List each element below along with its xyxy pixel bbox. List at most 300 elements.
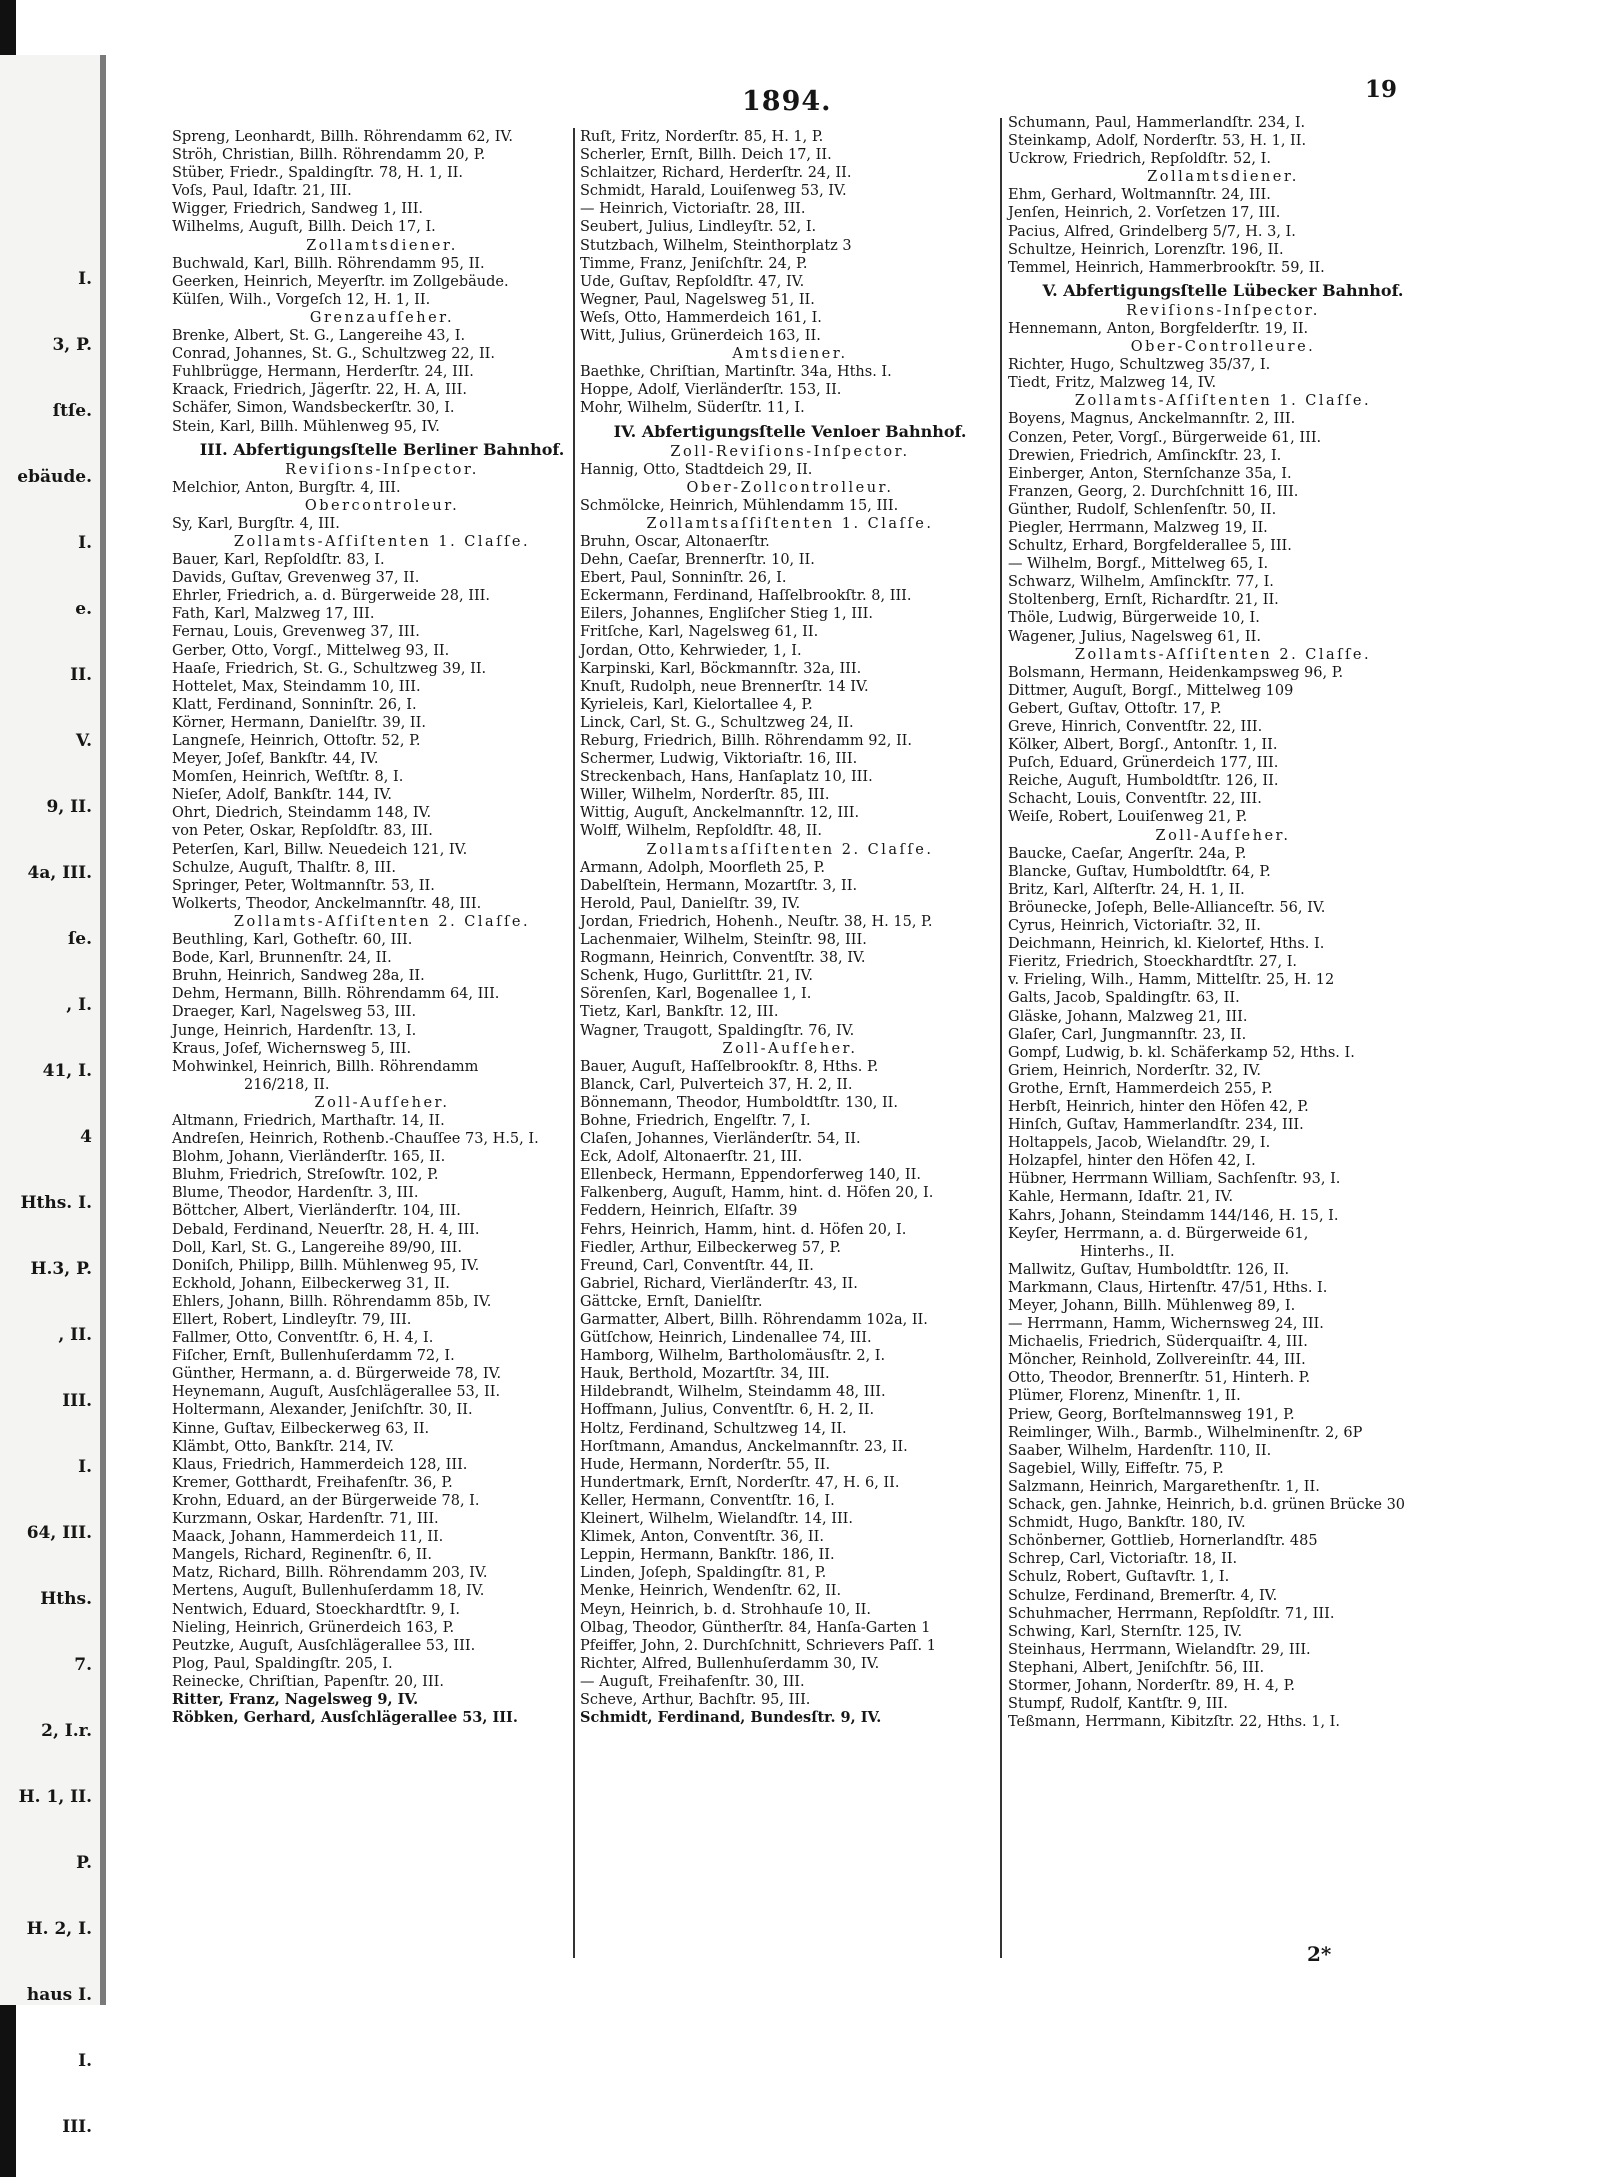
directory-entry: Böttcher, Albert, Vierländerſtr. 104, III. — [172, 1203, 461, 1220]
directory-entry: Pacius, Alfred, Grindelberg 5/7, H. 3, I. — [1008, 223, 1296, 240]
directory-entry: Junge, Heinrich, Hardenſtr. 13, I. — [172, 1022, 417, 1039]
directory-entry: Weiſe, Robert, Louiſenweg 21, P. — [1008, 809, 1248, 826]
directory-entry: Lachenmaier, Wilhelm, Steinſtr. 98, III. — [580, 932, 867, 949]
directory-entry: — Auguſt, Freihafenſtr. 30, III. — [580, 1673, 805, 1690]
directory-entry: Holtermann, Alexander, Jeniſchſtr. 30, II. — [172, 1402, 473, 1419]
rank-heading: Zoll-Reviſions-Inſpector. — [670, 443, 910, 460]
directory-entry: Bluhm, Friedrich, Streſowſtr. 102, P. — [172, 1167, 439, 1184]
directory-entry: Bruhn, Oscar, Altonaerſtr. — [580, 533, 770, 550]
directory-entry: Gättcke, Ernſt, Danielſtr. — [580, 1293, 763, 1310]
rank-heading: Zoll-Aufſeher. — [1155, 827, 1291, 844]
directory-entry: Beuthling, Karl, Gotheſtr. 60, III. — [172, 932, 413, 949]
prev-page-fragment: III. — [62, 2117, 92, 2137]
directory-entry: Schrep, Carl, Victoriaſtr. 18, II. — [1008, 1551, 1238, 1568]
directory-entry: Jordan, Otto, Kehrwieder, 1, I. — [580, 642, 802, 659]
directory-entry: Bruhn, Heinrich, Sandweg 28a, II. — [172, 968, 425, 985]
directory-entry: Eckermann, Ferdinand, Haſſelbrookſtr. 8, III. — [580, 588, 912, 605]
directory-entry: Wegner, Paul, Nagelsweg 51, II. — [580, 291, 815, 308]
directory-entry: Schenk, Hugo, Gurlittſtr. 21, IV. — [580, 968, 814, 985]
directory-entry: Olbag, Theodor, Güntherſtr. 84, Hanſa-Garten 1 — [580, 1619, 931, 1636]
directory-entry: Hübner, Herrmann William, Sachſenſtr. 93, I. — [1008, 1171, 1341, 1188]
directory-entry: Mangels, Richard, Reginenſtr. 6, II. — [172, 1547, 433, 1564]
directory-entry: Günther, Rudolf, Schlenſenſtr. 50, II. — [1008, 501, 1277, 518]
directory-entry: Melchior, Anton, Burgſtr. 4, III. — [172, 479, 401, 496]
directory-entry: Knuſt, Rudolph, neue Brennerſtr. 14 IV. — [580, 678, 869, 695]
prev-page-fragment: I. — [78, 1457, 92, 1477]
directory-entry: Conzen, Peter, Vorgſ., Bürgerweide 61, III. — [1008, 429, 1322, 446]
prev-page-fragment: V. — [75, 731, 92, 751]
directory-entry: Schuhmacher, Herrmann, Repſoldſtr. 71, III. — [1008, 1605, 1335, 1622]
directory-entry: Meyer, Johann, Billh. Mühlenweg 89, I. — [1008, 1298, 1296, 1314]
directory-entry: Kinne, Guſtav, Eilbeckerweg 63, II. — [172, 1420, 430, 1437]
directory-entry: Külſen, Wilh., Vorgeſch 12, H. 1, II. — [172, 291, 431, 308]
directory-entry: Scheve, Arthur, Bachſtr. 95, III. — [580, 1691, 811, 1708]
directory-entry: Ebert, Paul, Sonninſtr. 26, I. — [580, 570, 787, 587]
prev-page-fragment: I. — [78, 533, 92, 553]
prev-page-fragment: e. — [75, 599, 92, 619]
directory-entry: Ohrt, Diedrich, Steindamm 148, IV. — [172, 805, 432, 822]
prev-page-fragment: , I. — [66, 995, 92, 1015]
directory-entry: Fehrs, Heinrich, Hamm, hint. d. Höfen 20, I. — [580, 1221, 907, 1238]
directory-entry: Stumpf, Rudolf, Kantſtr. 9, III. — [1008, 1696, 1228, 1713]
directory-entry: Bohne, Friedrich, Engelſtr. 7, I. — [580, 1112, 811, 1129]
directory-entry: Timme, Franz, Jeniſchſtr. 24, P. — [580, 255, 808, 272]
directory-entry: Schwarz, Wilhelm, Amſinckſtr. 77, I. — [1008, 574, 1274, 591]
prev-page-fragment: P. — [76, 1853, 92, 1873]
prev-page-fragment: ſtſe. — [52, 401, 92, 421]
directory-entry: Holtz, Ferdinand, Schultzweg 14, II. — [580, 1420, 847, 1437]
prev-page-fragment: 64, III. — [26, 1523, 92, 1543]
directory-entry: Meyer, Joſef, Bankſtr. 44, IV. — [172, 751, 379, 768]
directory-entry: Ritter, Franz, Nagelsweg 9, IV. — [172, 1690, 419, 1708]
directory-entry: Schacht, Louis, Conventſtr. 22, III. — [1008, 791, 1262, 808]
directory-entry: Hamborg, Wilhelm, Bartholomäusſtr. 2, I. — [580, 1348, 886, 1365]
directory-entry: Plümer, Florenz, Minenſtr. 1, II. — [1008, 1388, 1241, 1405]
directory-entry: Steinkamp, Adolf, Norderſtr. 53, H. 1, II. — [1008, 133, 1307, 150]
directory-entry: Schwing, Karl, Sternſtr. 125, IV. — [1008, 1623, 1243, 1640]
directory-entry: Leppin, Hermann, Bankſtr. 186, II. — [580, 1547, 835, 1564]
directory-entry: Freund, Carl, Conventſtr. 44, II. — [580, 1257, 814, 1274]
directory-entry: Puſch, Eduard, Grünerdeich 177, III. — [1008, 755, 1279, 772]
prev-page-fragment: 4a, III. — [27, 863, 92, 883]
prev-page-fragment: ebäude. — [17, 467, 92, 487]
directory-entry: Schmidt, Harald, Louiſenweg 53, IV. — [580, 183, 847, 200]
directory-entry: Schulze, Auguſt, Thalſtr. 8, III. — [172, 859, 396, 876]
page-year-header: 1894. — [742, 86, 832, 117]
directory-entry: Fath, Karl, Malzweg 17, III. — [172, 606, 375, 623]
directory-entry: Seubert, Julius, Lindleyſtr. 52, I. — [580, 219, 817, 236]
directory-column-middle — [580, 128, 1000, 1727]
directory-entry: Haaſe, Friedrich, St. G., Schultzweg 39, II. — [172, 660, 487, 677]
directory-entry: Armann, Adolph, Moorfleth 25, P. — [580, 859, 826, 876]
directory-entry: Holtappels, Jacob, Wielandſtr. 29, I. — [1008, 1135, 1271, 1152]
directory-entry: Voſs, Paul, Idaſtr. 21, III. — [172, 183, 352, 200]
rank-heading: Reviſions-Inſpector. — [285, 461, 479, 478]
directory-entry: Wigger, Friedrich, Sandweg 1, III. — [172, 201, 424, 218]
directory-entry: Hinſch, Guſtav, Hammerlandſtr. 234, III. — [1008, 1117, 1304, 1134]
directory-entry: Blume, Theodor, Hardenſtr. 3, III. — [172, 1185, 419, 1202]
directory-entry: Ehlers, Johann, Billh. Röhrendamm 85b, IV. — [172, 1293, 492, 1310]
directory-entry: Draeger, Karl, Nagelsweg 53, III. — [172, 1004, 417, 1021]
directory-entry: Teßmann, Herrmann, Kibitzſtr. 22, Hths. 1, I. — [1008, 1714, 1341, 1731]
rank-heading: Zollamts-Aſſiſtenten 1. Claſſe. — [233, 533, 531, 550]
directory-entry: Hoffmann, Julius, Conventſtr. 6, H. 2, II. — [580, 1402, 875, 1419]
directory-entry: Gebert, Guſtav, Ottoſtr. 17, P. — [1008, 700, 1222, 717]
directory-entry: Wolff, Wilhelm, Repſoldſtr. 48, II. — [580, 823, 823, 840]
prev-page-fragment: ſe. — [67, 929, 92, 949]
directory-entry: Reiche, Auguſt, Humboldtſtr. 126, II. — [1008, 773, 1279, 790]
prev-page-fragment: H. 2, I. — [26, 1919, 92, 1939]
prev-page-fragment: I. — [78, 269, 92, 289]
directory-entry: Dittmer, Auguſt, Borgſ., Mittelweg 109 — [1008, 682, 1294, 699]
rank-heading: Zollamts-Aſſiſtenten 1. Claſſe. — [1074, 393, 1372, 410]
directory-entry: Ströh, Christian, Billh. Röhrendamm 20, P. — [172, 147, 486, 164]
directory-entry: Geerken, Heinrich, Meyerſtr. im Zollgebäude. — [172, 273, 509, 290]
directory-entry: Springer, Peter, Woltmannſtr. 53, II. — [172, 877, 435, 894]
directory-entry: Krohn, Eduard, an der Bürgerweide 78, I. — [172, 1492, 480, 1509]
directory-entry: Thöle, Ludwig, Bürgerweide 10, I. — [1008, 610, 1260, 627]
rank-heading: Ober-Controlleure. — [1130, 339, 1316, 356]
directory-entry: Buchwald, Karl, Billh. Röhrendamm 95, II. — [172, 255, 485, 272]
directory-entry: Ude, Guſtav, Repſoldſtr. 47, IV. — [580, 273, 805, 290]
directory-entry: Fritſche, Karl, Nagelsweg 61, II. — [580, 624, 819, 641]
directory-entry: Meyn, Heinrich, b. d. Strohhauſe 10, II. — [580, 1601, 871, 1618]
directory-entry: Mertens, Auguſt, Bullenhuſerdamm 18, IV. — [172, 1583, 485, 1600]
directory-entry: Cyrus, Heinrich, Victoriaſtr. 32, II. — [1008, 918, 1261, 935]
directory-entry: Bröunecke, Joſeph, Belle-Allianceſtr. 56, IV. — [1008, 899, 1326, 916]
directory-entry: Möncher, Reinhold, Zollvereinſtr. 44, III. — [1008, 1352, 1306, 1369]
directory-entry: Mallwitz, Guſtav, Humboldtſtr. 126, II. — [1008, 1261, 1290, 1278]
directory-entry: Fuhlbrügge, Hermann, Herderſtr. 24, III. — [172, 364, 474, 381]
directory-entry: Conrad, Johannes, St. G., Schultzweg 22, II. — [172, 346, 496, 363]
directory-entry: Fallmer, Otto, Conventſtr. 6, H. 4, I. — [172, 1330, 434, 1347]
directory-entry: Blanck, Carl, Pulverteich 37, H. 2, II. — [580, 1076, 853, 1093]
directory-entry: Stephani, Albert, Jeniſchſtr. 56, III. — [1008, 1659, 1265, 1676]
directory-entry: Ruſt, Fritz, Norderſtr. 85, H. 1, P. — [580, 129, 824, 145]
directory-entry: Doniſch, Philipp, Billh. Mühlenweg 95, IV. — [172, 1257, 480, 1274]
previous-page-edge — [0, 55, 106, 2137]
directory-entry: Horſtmann, Amandus, Anckelmannſtr. 23, II. — [580, 1438, 908, 1455]
directory-entry: Hauk, Berthold, Mozartſtr. 34, III. — [580, 1366, 830, 1383]
directory-entry: Michaelis, Friedrich, Süderquaiſtr. 4, III. — [1008, 1334, 1308, 1351]
directory-entry: Kurzmann, Oskar, Hardenſtr. 71, III. — [172, 1511, 439, 1528]
directory-entry: Piegler, Herrmann, Malzweg 19, II. — [1008, 519, 1268, 536]
directory-entry: Schäfer, Simon, Wandsbeckerſtr. 30, I. — [172, 400, 455, 417]
directory-entry: Galts, Jacob, Spaldingſtr. 63, II. — [1008, 990, 1240, 1007]
directory-entry: Fieritz, Friedrich, Stoeckhardtſtr. 27, I. — [1008, 954, 1298, 971]
directory-entry: Matz, Richard, Billh. Röhrendamm 203, IV. — [172, 1565, 488, 1582]
directory-entry: Günther, Hermann, a. d. Bürgerweide 78, IV. — [172, 1366, 502, 1383]
rank-heading: Grenzaufſeher. — [309, 309, 455, 326]
directory-entry: Britz, Karl, Alſterſtr. 24, H. 1, II. — [1008, 881, 1245, 898]
directory-entry: Schmidt, Hugo, Bankſtr. 180, IV. — [1008, 1515, 1246, 1532]
directory-entry: Hildebrandt, Wilhelm, Steindamm 48, III. — [580, 1384, 886, 1401]
directory-entry: Mohwinkel, Heinrich, Billh. Röhrendamm — [172, 1058, 479, 1075]
rank-heading: Zollamtsdiener. — [1147, 169, 1299, 186]
directory-entry: Jordan, Friedrich, Hohenh., Neuſtr. 38, H. 15, P. — [580, 913, 933, 930]
directory-entry: Schmidt, Ferdinand, Bundesſtr. 9, IV. — [580, 1709, 882, 1727]
directory-entry: Klaus, Friedrich, Hammerdeich 128, III. — [172, 1456, 468, 1473]
directory-entry: Sörenſen, Karl, Bogenallee 1, I. — [580, 986, 812, 1003]
directory-entry: Kleinert, Wilhelm, Wielandſtr. 14, III. — [580, 1511, 854, 1528]
prev-page-fragment: 9, II. — [46, 797, 92, 817]
directory-entry: Reimlinger, Wilh., Barmb., Wilhelminenſtr. 2, 6P — [1008, 1424, 1363, 1441]
directory-entry: Davids, Guſtav, Grevenweg 37, II. — [172, 570, 420, 587]
directory-entry: Mohr, Wilhelm, Süderſtr. 11, I. — [580, 400, 805, 417]
entry-continuation: Hinterhs., II. — [1080, 1243, 1175, 1260]
directory-entry: Franzen, Georg, 2. Durchſchnitt 16, III. — [1008, 483, 1299, 500]
directory-entry: Schulze, Ferdinand, Bremerſtr. 4, IV. — [1008, 1587, 1278, 1604]
directory-entry: Hundertmark, Ernſt, Norderſtr. 47, H. 6, II. — [580, 1474, 900, 1491]
directory-entry: Spreng, Leonhardt, Billh. Röhrendamm 62, IV. — [172, 129, 514, 145]
directory-entry: Wilhelms, Auguſt, Billh. Deich 17, I. — [172, 219, 436, 236]
column-divider — [573, 128, 575, 1958]
rank-heading: Amtsdiener. — [732, 346, 848, 363]
directory-entry: Heynemann, Auguſt, Ausſchlägerallee 53, II. — [172, 1384, 501, 1401]
directory-entry: Rogmann, Heinrich, Conventſtr. 38, IV. — [580, 950, 866, 967]
directory-entry: Nieſer, Adolf, Bankſtr. 144, IV. — [172, 787, 392, 804]
directory-entry: Körner, Hermann, Danielſtr. 39, II. — [172, 714, 426, 731]
directory-entry: Greve, Hinrich, Conventſtr. 22, III. — [1008, 719, 1263, 735]
directory-entry: Eilers, Johannes, Engliſcher Stieg 1, III. — [580, 606, 874, 623]
rank-heading: Zollamtsaſſiſtenten 1. Claſſe. — [646, 515, 934, 532]
directory-entry: Kahle, Hermann, Idaſtr. 21, IV. — [1008, 1189, 1234, 1206]
directory-entry: Bauer, Karl, Repſoldſtr. 83, I. — [172, 552, 385, 569]
directory-entry: Bolsmann, Hermann, Heidenkampsweg 96, P. — [1008, 664, 1344, 681]
directory-entry: Schultz, Erhard, Borgfelderallee 5, III. — [1008, 538, 1292, 555]
directory-entry: Boyens, Magnus, Anckelmannſtr. 2, III. — [1008, 411, 1296, 428]
directory-entry: — Wilhelm, Borgf., Mittelweg 65, I. — [1008, 556, 1269, 573]
directory-entry: Uckrow, Friedrich, Repſoldſtr. 52, I. — [1008, 151, 1271, 168]
directory-entry: Grothe, Ernſt, Hammerdeich 255, P. — [1008, 1080, 1273, 1097]
directory-entry: Willer, Wilhelm, Norderſtr. 85, III. — [580, 787, 830, 804]
directory-entry: Otto, Theodor, Brennerſtr. 51, Hinterh. P. — [1008, 1370, 1311, 1387]
directory-entry: v. Frieling, Wilh., Hamm, Mittelſtr. 25, H. 12 — [1008, 972, 1335, 989]
directory-entry: — Herrmann, Hamm, Wichernsweg 24, III. — [1008, 1316, 1324, 1333]
rank-heading: Reviſions-Inſpector. — [1126, 302, 1320, 319]
directory-entry: Wittig, Auguſt, Anckelmannſtr. 12, III. — [580, 805, 860, 822]
directory-entry: Debald, Ferdinand, Neuerſtr. 28, H. 4, III. — [172, 1221, 480, 1238]
directory-entry: Dehn, Caeſar, Brennerſtr. 10, II. — [580, 552, 815, 569]
directory-entry: Baethke, Chriſtian, Martinſtr. 34a, Hths. I. — [580, 364, 892, 381]
rank-heading: Zoll-Aufſeher. — [314, 1094, 450, 1111]
directory-entry: Falkenberg, Auguſt, Hamm, hint. d. Höfen 20, I. — [580, 1185, 934, 1202]
directory-entry: Herold, Paul, Danielſtr. 39, IV. — [580, 895, 801, 912]
directory-entry: Gabriel, Richard, Vierländerſtr. 43, II. — [580, 1275, 858, 1292]
directory-entry: Bauer, Auguſt, Haſſelbrookſtr. 8, Hths. P. — [580, 1058, 879, 1075]
section-heading: IV. Abfertigungsſtelle Venloer Bahnhof. — [613, 421, 967, 441]
directory-entry: Drewien, Friedrich, Amſinckſtr. 23, I. — [1008, 447, 1282, 464]
directory-entry: Schack, gen. Jahnke, Heinrich, b.d. grünen Brücke 30 — [1008, 1497, 1406, 1514]
directory-entry: Peterſen, Karl, Billw. Neuedeich 121, IV. — [172, 841, 468, 858]
prev-page-fragment: 7. — [74, 1655, 92, 1675]
directory-entry: Schultze, Heinrich, Lorenzſtr. 196, II. — [1008, 241, 1284, 258]
directory-entry: Hoppe, Adolf, Vierländerſtr. 153, II. — [580, 382, 842, 399]
directory-entry: Gläske, Johann, Malzweg 21, III. — [1008, 1008, 1248, 1025]
directory-entry: Eck, Adolf, Altonaerſtr. 21, III. — [580, 1149, 803, 1166]
directory-entry: Kraack, Friedrich, Jägerſtr. 22, H. A, III. — [172, 382, 467, 399]
directory-entry: Ehm, Gerhard, Woltmannſtr. 24, III. — [1008, 187, 1271, 204]
directory-entry: Einberger, Anton, Sternſchanze 35a, I. — [1008, 465, 1292, 482]
directory-entry: Tietz, Karl, Bankſtr. 12, III. — [580, 1004, 779, 1021]
rank-heading: Ober-Zollcontrolleur. — [686, 479, 894, 496]
directory-entry: Kremer, Gotthardt, Freihafenſtr. 36, P. — [172, 1474, 453, 1491]
directory-entry: Linck, Carl, St. G., Schultzweg 24, II. — [580, 714, 854, 731]
prev-page-fragment: H. 1, II. — [18, 1787, 92, 1807]
directory-entry: Röbken, Gerhard, Ausſchlägerallee 53, III. — [172, 1709, 518, 1727]
directory-entry: Altmann, Friedrich, Marthaſtr. 14, II. — [172, 1112, 445, 1129]
directory-entry: Stormer, Johann, Norderſtr. 89, H. 4, P. — [1008, 1677, 1296, 1694]
directory-entry: Hennemann, Anton, Borgfelderſtr. 19, II. — [1008, 320, 1309, 337]
directory-entry: Bönnemann, Theodor, Humboldtſtr. 130, II. — [580, 1094, 899, 1111]
directory-entry: von Peter, Oskar, Repſoldſtr. 83, III. — [172, 823, 433, 840]
prev-page-fragment: H.3, P. — [30, 1259, 92, 1279]
rank-heading: Zollamts-Aſſiſtenten 2. Claſſe. — [1074, 646, 1372, 663]
directory-entry: Richter, Alfred, Bullenhuſerdamm 30, IV. — [580, 1655, 880, 1672]
section-heading: V. Abfertigungsſtelle Lübecker Bahnhof. — [1042, 280, 1404, 300]
directory-entry: Baucke, Caeſar, Angerſtr. 24a, P. — [1008, 845, 1247, 862]
directory-entry: Stoltenberg, Ernſt, Richardſtr. 21, II. — [1008, 592, 1279, 609]
signature-mark: 2* — [1307, 1942, 1332, 1966]
directory-entry: Herbſt, Heinrich, hinter den Höfen 42, P. — [1008, 1098, 1309, 1115]
directory-entry: Scherler, Ernſt, Billh. Deich 17, II. — [580, 147, 832, 164]
prev-page-fragment: 2, I.r. — [41, 1721, 92, 1741]
directory-entry: Markmann, Claus, Hirtenſtr. 47/51, Hths. I. — [1008, 1279, 1328, 1296]
prev-page-fragment: Hths. — [40, 1589, 92, 1609]
directory-entry: Fiedler, Arthur, Eilbeckerweg 57, P. — [580, 1239, 841, 1256]
directory-entry: Stein, Karl, Billh. Mühlenweg 95, IV. — [172, 418, 440, 435]
rank-heading: Zollamts-Aſſiſtenten 2. Claſſe. — [233, 913, 531, 930]
directory-entry: Wagener, Julius, Nagelsweg 61, II. — [1008, 628, 1261, 645]
directory-entry: Klämbt, Otto, Bankſtr. 214, IV. — [172, 1438, 395, 1455]
directory-entry: Gompf, Ludwig, b. kl. Schäferkamp 52, Hths. I. — [1008, 1044, 1355, 1061]
prev-page-fragment: haus I. — [26, 1985, 92, 2005]
directory-entry: Plog, Paul, Spaldingſtr. 205, I. — [172, 1655, 393, 1672]
directory-entry: Weſs, Otto, Hammerdeich 161, I. — [580, 309, 822, 326]
directory-entry: Kraus, Joſef, Wichernsweg 5, III. — [172, 1040, 412, 1057]
directory-entry: Gerber, Otto, Vorgſ., Mittelweg 93, II. — [172, 642, 450, 659]
directory-entry: Sy, Karl, Burgſtr. 4, III. — [172, 515, 340, 532]
directory-entry: Nieling, Heinrich, Grünerdeich 163, P. — [172, 1619, 455, 1636]
directory-entry: Claſen, Johannes, Vierländerſtr. 54, II. — [580, 1131, 861, 1148]
directory-entry: Klimek, Anton, Conventſtr. 36, II. — [580, 1529, 824, 1546]
prev-page-fragment: 4 — [80, 1127, 92, 1147]
directory-entry: Fernau, Louis, Grevenweg 37, III. — [172, 624, 420, 641]
rank-heading: Zollamtsdiener. — [306, 237, 458, 254]
directory-entry: Eckhold, Johann, Eilbeckerweg 31, II. — [172, 1275, 450, 1292]
directory-entry: Hude, Hermann, Norderſtr. 55, II. — [580, 1456, 831, 1473]
directory-entry: — Heinrich, Victoriaſtr. 28, III. — [580, 201, 806, 218]
directory-entry: Blohm, Johann, Vierländerſtr. 165, II. — [172, 1149, 446, 1166]
directory-entry: Dabelſtein, Hermann, Mozartſtr. 3, II. — [580, 877, 858, 894]
directory-entry: Ellert, Robert, Lindleyſtr. 79, III. — [172, 1312, 412, 1328]
directory-entry: Streckenbach, Hans, Hanſaplatz 10, III. — [580, 769, 873, 786]
directory-entry: Griem, Heinrich, Norderſtr. 32, IV. — [1008, 1062, 1261, 1079]
prev-page-fragment: II. — [70, 665, 92, 685]
prev-page-fragment: 41, I. — [42, 1061, 92, 1081]
directory-entry: Steinhaus, Herrmann, Wielandſtr. 29, III. — [1008, 1641, 1311, 1658]
directory-entry: Temmel, Heinrich, Hammerbrookſtr. 59, II. — [1008, 259, 1325, 276]
directory-entry: Schönberner, Gottlieb, Hornerlandſtr. 485 — [1008, 1533, 1318, 1550]
directory-entry: Schermer, Ludwig, Viktoriaſtr. 16, III. — [580, 751, 858, 768]
directory-entry: Salzmann, Heinrich, Margarethenſtr. 1, II. — [1008, 1478, 1320, 1495]
directory-entry: Peutzke, Auguſt, Ausſchlägerallee 53, III. — [172, 1637, 476, 1654]
directory-entry: Fiſcher, Ernſt, Bullenhuſerdamm 72, I. — [172, 1348, 455, 1365]
entry-continuation: 216/218, II. — [244, 1076, 330, 1093]
directory-entry: Menke, Heinrich, Wendenſtr. 62, II. — [580, 1583, 842, 1600]
directory-entry: Pfeiffer, John, 2. Durchſchnitt, Schrievers Paſſ. 1 — [580, 1637, 936, 1654]
directory-entry: Garmatter, Albert, Billh. Röhrendamm 102a, II. — [580, 1312, 928, 1328]
directory-entry: Hottelet, Max, Steindamm 10, III. — [172, 678, 421, 695]
directory-entry: Schmölcke, Heinrich, Mühlendamm 15, III. — [580, 497, 899, 514]
prev-page-fragment: 3, P. — [52, 335, 92, 355]
directory-entry: Feddern, Heinrich, Elſaſtr. 39 — [580, 1203, 798, 1220]
directory-entry: Ellenbeck, Hermann, Eppendorferweg 140, II. — [580, 1167, 921, 1184]
directory-entry: Reburg, Friedrich, Billh. Röhrendamm 92, II. — [580, 733, 913, 749]
directory-entry: Momſen, Heinrich, Weſtſtr. 8, I. — [172, 769, 404, 786]
directory-entry: Wolkerts, Theodor, Anckelmannſtr. 48, III. — [172, 895, 482, 912]
directory-entry: Stüber, Friedr., Spaldingſtr. 78, H. 1, II. — [172, 165, 464, 182]
directory-entry: Hannig, Otto, Stadtdeich 29, II. — [580, 461, 813, 478]
directory-entry: Schulz, Robert, Guſtavſtr. 1, I. — [1008, 1569, 1230, 1586]
directory-entry: Tiedt, Fritz, Malzweg 14, IV. — [1008, 375, 1217, 392]
directory-entry: Reinecke, Chriſtian, Papenſtr. 20, III. — [172, 1673, 444, 1690]
rank-heading: Zollamtsaſſiſtenten 2. Claſſe. — [646, 841, 934, 858]
directory-entry: Brenke, Albert, St. G., Langereihe 43, I. — [172, 328, 466, 345]
directory-entry: Richter, Hugo, Schultzweg 35/37, I. — [1008, 357, 1271, 374]
directory-entry: Priew, Georg, Borſtelmannsweg 191, P. — [1008, 1406, 1295, 1423]
directory-entry: Nentwich, Eduard, Stoeckhardtſtr. 9, I. — [172, 1601, 460, 1618]
directory-entry: Doll, Karl, St. G., Langereihe 89/90, III. — [172, 1239, 462, 1256]
directory-entry: Dehm, Hermann, Billh. Röhrendamm 64, III. — [172, 986, 500, 1003]
directory-entry: Witt, Julius, Grünerdeich 163, II. — [580, 328, 821, 345]
directory-entry: Kyrieleis, Karl, Kielortallee 4, P. — [580, 696, 813, 713]
directory-entry: Wagner, Traugott, Spaldingſtr. 76, IV. — [580, 1022, 855, 1039]
directory-entry: Maack, Johann, Hammerdeich 11, II. — [172, 1529, 444, 1546]
prev-page-fragment: Hths. I. — [20, 1193, 92, 1213]
directory-entry: Sagebiel, Willy, Eiffeſtr. 75, P. — [1008, 1460, 1224, 1477]
directory-entry: Kölker, Albert, Borgſ., Antonſtr. 1, II. — [1008, 737, 1278, 754]
directory-entry: Schlaitzer, Richard, Herderſtr. 24, II. — [580, 165, 852, 182]
directory-entry: Linden, Joſeph, Spaldingſtr. 81, P. — [580, 1565, 827, 1582]
page-number: 19 — [1365, 76, 1398, 103]
directory-entry: Klatt, Ferdinand, Sonninſtr. 26, I. — [172, 696, 417, 713]
directory-entry: Langneſe, Heinrich, Ottoſtr. 52, P. — [172, 733, 421, 749]
directory-entry: Schumann, Paul, Hammerlandſtr. 234, I. — [1008, 115, 1306, 131]
directory-entry: Kahrs, Johann, Steindamm 144/146, H. 15, I. — [1008, 1207, 1339, 1224]
directory-entry: Karpinski, Karl, Böckmannſtr. 32a, III. — [580, 660, 862, 677]
directory-entry: Gütſchow, Heinrich, Lindenallee 74, III. — [580, 1330, 872, 1347]
directory-entry: Holzapfel, hinter den Höfen 42, I. — [1008, 1153, 1256, 1170]
directory-entry: Keyſer, Herrmann, a. d. Bürgerweide 61, — [1008, 1225, 1309, 1242]
directory-entry: Keller, Hermann, Conventſtr. 16, I. — [580, 1492, 835, 1509]
prev-page-fragment: III. — [62, 1391, 92, 1411]
rank-heading: Obercontroleur. — [304, 497, 460, 514]
directory-entry: Stutzbach, Wilhelm, Steinthorplatz 3 — [580, 237, 852, 254]
prev-page-fragment: I. — [78, 2051, 92, 2071]
directory-entry: Saaber, Wilhelm, Hardenſtr. 110, II. — [1008, 1442, 1272, 1459]
directory-entry: Glaſer, Carl, Jungmannſtr. 23, II. — [1008, 1026, 1247, 1043]
rank-heading: Zoll-Aufſeher. — [722, 1040, 858, 1057]
directory-entry: Jenſen, Heinrich, 2. Vorſetzen 17, III. — [1008, 205, 1281, 222]
directory-entry: Ehrler, Friedrich, a. d. Bürgerweide 28, III. — [172, 588, 491, 605]
directory-entry: Deichmann, Heinrich, kl. Kielortef, Hths. I. — [1008, 936, 1325, 953]
directory-entry: Bode, Karl, Brunnenſtr. 24, II. — [172, 950, 392, 967]
column-divider — [1000, 118, 1002, 1958]
directory-entry: Blancke, Guſtav, Humboldtſtr. 64, P. — [1008, 863, 1271, 880]
prev-page-fragment: , II. — [58, 1325, 92, 1345]
section-heading: III. Abfertigungsſtelle Berliner Bahnhof. — [199, 439, 565, 459]
